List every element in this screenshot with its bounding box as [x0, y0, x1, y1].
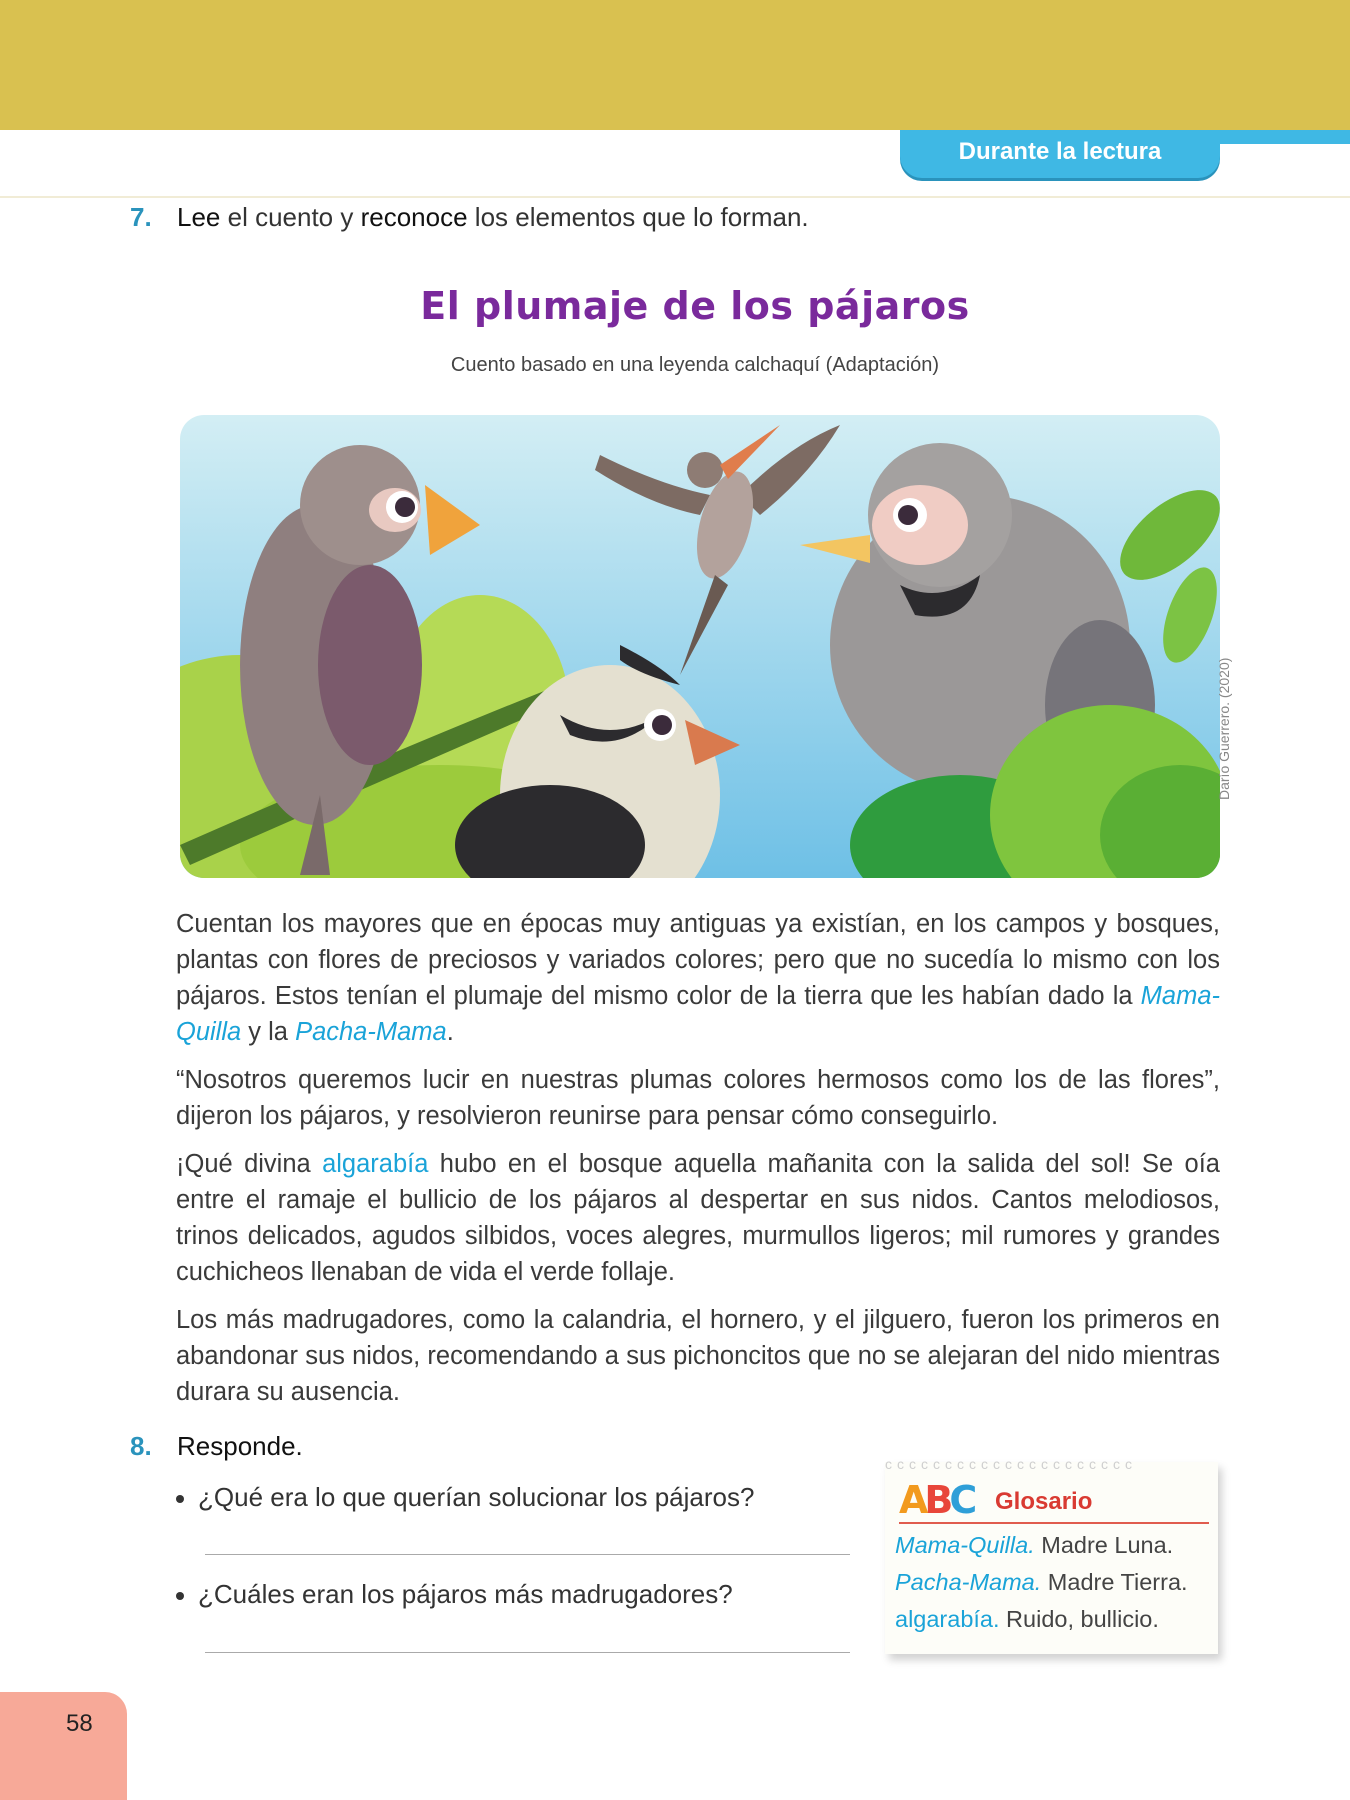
- glossary-definition: Madre Luna.: [1034, 1532, 1174, 1558]
- page-number: 58: [66, 1710, 93, 1737]
- header-divider: [0, 196, 1350, 198]
- question-1-text: ¿Qué era lo que querían solucionar los pájaros?: [198, 1482, 755, 1512]
- activity-8-label: Responde.: [177, 1431, 303, 1461]
- term-mama-quilla: Mama-Quilla: [176, 982, 1220, 1046]
- section-tab-edge: [1220, 130, 1350, 144]
- birds-illustration: [180, 415, 1220, 878]
- bullet-icon: [176, 1495, 184, 1503]
- page-number-tab: [0, 1692, 127, 1800]
- story-body: [176, 906, 1220, 1422]
- term-pacha-mama: Pacha-Mama: [295, 1018, 447, 1046]
- story-subtitle: Cuento basado en una leyenda calchaquí (Adaptación): [450, 354, 940, 376]
- glossary-entry-1: [895, 1532, 1173, 1559]
- abc-icon: ABC: [899, 1478, 974, 1522]
- glossary-definition: Madre Tierra.: [1041, 1569, 1188, 1595]
- story-p1-text-c: .: [446, 1018, 454, 1046]
- glossary-box: [885, 1456, 1218, 1654]
- term-algarabia: algarabía: [322, 1150, 429, 1178]
- activity-8-number: 8.: [130, 1431, 152, 1461]
- activity-7-number: 7.: [130, 202, 152, 232]
- story-p3-text-a: ¡Qué divina: [176, 1150, 323, 1178]
- glossary-title: Glosario: [995, 1488, 1093, 1515]
- activity-7-instruction: [177, 202, 809, 233]
- glossary-definition: Ruido, bullicio.: [999, 1606, 1159, 1632]
- story-paragraph-4: Los más madrugadores, como la calandria, el hornero, y el jilguero, fueron los primeros en abandonar sus nidos, recomendando a sus pichoncitos que no se alejaran del nido mientras durara su ausencia.: [176, 1306, 1220, 1406]
- activity-7-text-1: el cuento y: [220, 202, 361, 232]
- story-paragraph-1: [176, 906, 1220, 1050]
- bullet-icon: [176, 1592, 184, 1600]
- top-color-band: [0, 0, 1350, 130]
- glossary-entry-3: [895, 1606, 1159, 1633]
- story-paragraph-3: [176, 1146, 1220, 1290]
- answer-line-1[interactable]: [205, 1554, 850, 1555]
- activity-7-verb-2: reconoce: [360, 202, 468, 232]
- glossary-header: [899, 1478, 1209, 1524]
- glossary-term: Pacha-Mama.: [895, 1569, 1042, 1595]
- notebook-rings-icon: ccccccccccccccccccccc: [885, 1456, 1137, 1472]
- activity-7-verb-1: Lee: [177, 202, 221, 232]
- glossary-entry-2: [895, 1569, 1188, 1596]
- story-title: El plumaje de los pájaros: [420, 284, 970, 328]
- question-2: [176, 1579, 733, 1610]
- story-p1-text-b: y la: [241, 1018, 296, 1046]
- question-2-text: ¿Cuáles eran los pájaros más madrugadores?: [198, 1579, 733, 1609]
- glossary-term: algarabía.: [895, 1606, 1000, 1632]
- story-paragraph-2: “Nosotros queremos lucir en nuestras plumas colores hermosos como los de las flores”, dijeron los pájaros, y resolvieron reunirse para pensar cómo conseguirlo.: [176, 1066, 1220, 1130]
- question-1: [176, 1482, 754, 1513]
- activity-7-text-2: los elementos que lo forman.: [467, 202, 809, 232]
- story-p1-text-a: Cuentan los mayores que en épocas muy antiguas ya existían, en los campos y bosques, plantas con flores de preciosos y variados colores; pero que no sucedía lo mismo con los pájaros. Estos tenían el plumaje del mismo color de la tierra que les habían dado la: [176, 910, 1220, 1010]
- section-tab: Durante la lectura: [900, 130, 1220, 178]
- answer-line-2[interactable]: [205, 1652, 850, 1653]
- birds-illustration-svg: [180, 415, 1220, 878]
- glossary-term: Mama-Quilla.: [895, 1532, 1035, 1558]
- illustration-credit: Darío Guerrero. (2020): [1216, 657, 1232, 800]
- story-p3-text-b: hubo en el bosque aquella mañanita con la salida del sol! Se oía entre el ramaje el bullicio de los pájaros al despertar en sus nidos. Cantos melodiosos, trinos delicados, agudos silbidos, voces alegres, murmullos ligeros; mil rumores y grandes cuchicheos llenaban de vida el verde follaje.: [176, 1150, 1220, 1286]
